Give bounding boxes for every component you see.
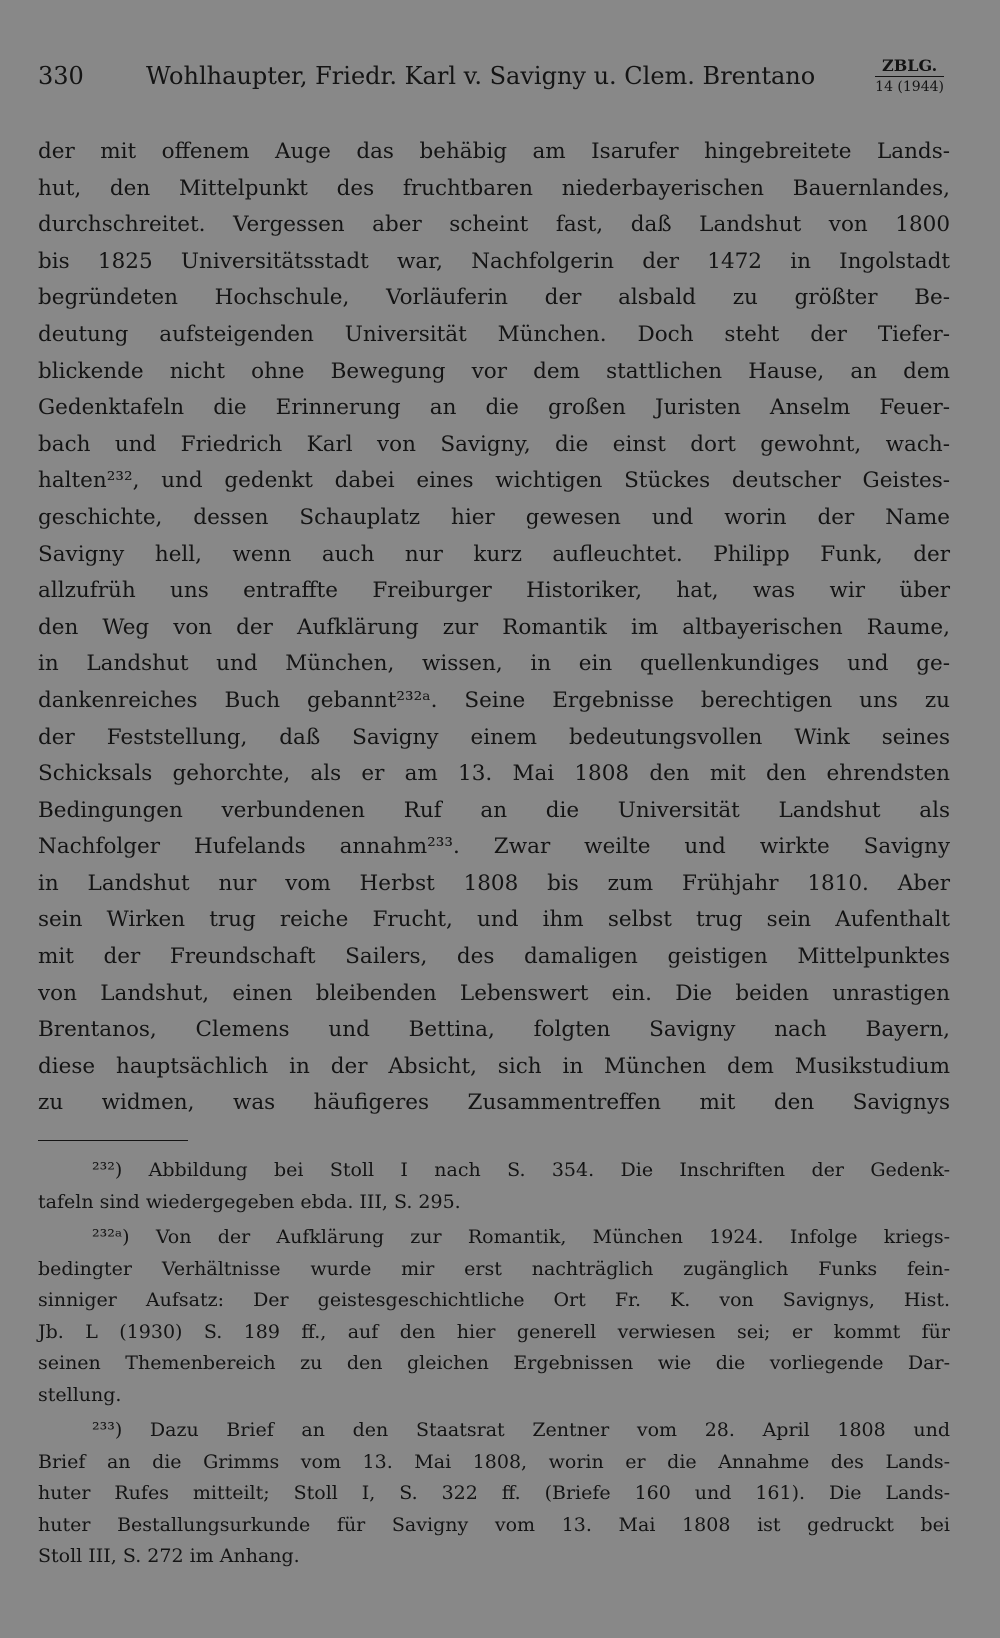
footnote-line: seinen Themenbereich zu den gleichen Ergebnissen wie die vorliegende Dar-	[38, 1352, 950, 1375]
journal-reference	[875, 58, 944, 94]
footnote-line: stellung.	[38, 1383, 122, 1406]
body-line: Gedenktafeln die Erinnerung an die großen Juristen Anselm Feuer-	[38, 395, 950, 421]
body-line: geschichte, dessen Schauplatz hier gewesen und worin der Name	[38, 504, 950, 530]
footnote-line: tafeln sind wiedergegeben ebda. III, S. 295.	[38, 1190, 461, 1213]
body-line: Bedingungen verbundenen Ruf an die Universität Landshut als	[38, 797, 950, 823]
body-line: den Weg von der Aufklärung zur Romantik im altbayerischen Raume,	[38, 614, 950, 640]
footnote-line: Brief an die Grimms vom 13. Mai 1808, worin er die Annahme des Lands-	[38, 1450, 950, 1473]
body-line: zu widmen, was häufigeres Zusammentreffen mit den Savignys	[38, 1090, 950, 1116]
body-line: sein Wirken trug reiche Frucht, und ihm selbst trug sein Aufenthalt	[38, 907, 950, 933]
footnote-233	[38, 1415, 950, 1573]
footnote-232a	[38, 1222, 950, 1411]
footnote-divider	[38, 1140, 188, 1141]
footnote-line: huter Bestallungsurkunde für Savigny vom 13. Mai 1808 ist gedruckt bei	[38, 1513, 950, 1536]
book-page	[38, 58, 950, 1577]
footnote-line: ²³³) Dazu Brief an den Staatsrat Zentner vom 28. April 1808 und	[92, 1419, 950, 1442]
body-line: mit der Freundschaft Sailers, des damaligen geistigen Mittelpunktes	[38, 944, 950, 970]
body-line: bach und Friedrich Karl von Savigny, die einst dort gewohnt, wach-	[38, 431, 950, 457]
body-line: Brentanos, Clemens und Bettina, folgten Savigny nach Bayern,	[38, 1017, 950, 1043]
page-number: 330	[38, 62, 84, 90]
body-line: durchschreitet. Vergessen aber scheint fast, daß Landshut von 1800	[38, 212, 950, 238]
footnote-line: huter Rufes mitteilt; Stoll I, S. 322 ff. (Briefe 160 und 161). Die Lands-	[38, 1482, 950, 1505]
body-line: diese hauptsächlich in der Absicht, sich in München dem Musikstudium	[38, 1053, 950, 1079]
body-line: Schicksals gehorchte, als er am 13. Mai 1808 den mit den ehrendsten	[38, 761, 950, 787]
body-line: deutung aufsteigenden Universität München. Doch steht der Tiefer-	[38, 321, 950, 347]
footnote-line: sinniger Aufsatz: Der geistesgeschichtliche Ort Fr. K. von Savignys, Hist.	[38, 1289, 950, 1312]
body-line: blickende nicht ohne Bewegung vor dem stattlichen Hause, an dem	[38, 358, 950, 384]
journal-abbreviation: ZBLG.	[875, 58, 944, 77]
page-header	[38, 58, 950, 110]
body-line: in Landshut und München, wissen, in ein quellenkundiges und ge-	[38, 651, 950, 677]
footnote-line: ²³²ᵃ) Von der Aufklärung zur Romantik, München 1924. Infolge kriegs-	[92, 1226, 950, 1249]
footnote-line: Stoll III, S. 272 im Anhang.	[38, 1545, 300, 1568]
footnote-232	[38, 1155, 950, 1218]
body-line: der Feststellung, daß Savigny einem bedeutungsvollen Wink seines	[38, 724, 950, 750]
body-line: in Landshut nur vom Herbst 1808 bis zum Frühjahr 1810. Aber	[38, 870, 950, 896]
body-line: Savigny hell, wenn auch nur kurz aufleuchtet. Philipp Funk, der	[38, 541, 950, 567]
body-line: allzufrüh uns entraffte Freiburger Historiker, hat, was wir über	[38, 578, 950, 604]
footnote-line: ²³²) Abbildung bei Stoll I nach S. 354. Die Inschriften der Gedenk-	[92, 1159, 950, 1182]
footnote-line: Jb. L (1930) S. 189 ff., auf den hier generell verwiesen sei; er kommt für	[38, 1320, 950, 1343]
running-title: Wohlhaupter, Friedr. Karl v. Savigny u. Clem. Brentano	[146, 62, 816, 90]
body-line: halten²³², und gedenkt dabei eines wichtigen Stückes deutscher Geistes-	[38, 468, 950, 494]
body-line: hut, den Mittelpunkt des fruchtbaren niederbayerischen Bauernlandes,	[38, 175, 950, 201]
journal-volume: 14 (1944)	[875, 79, 944, 95]
footnotes	[38, 1155, 950, 1573]
body-line: begründeten Hochschule, Vorläuferin der alsbald zu größter Be-	[38, 285, 950, 311]
body-line: von Landshut, einen bleibenden Lebenswert ein. Die beiden unrastigen	[38, 980, 950, 1006]
body-line: Nachfolger Hufelands annahm²³³. Zwar weilte und wirkte Savigny	[38, 834, 950, 860]
body-line: bis 1825 Universitätsstadt war, Nachfolgerin der 1472 in Ingolstadt	[38, 248, 950, 274]
body-line: der mit offenem Auge das behäbig am Isarufer hingebreitete Lands-	[38, 139, 950, 164]
body-text	[38, 134, 950, 1122]
body-line: dankenreiches Buch gebannt²³²ᵃ. Seine Ergebnisse berechtigen uns zu	[38, 687, 950, 713]
footnote-line: bedingter Verhältnisse wurde mir erst nachträglich zugänglich Funks fein-	[38, 1257, 950, 1280]
